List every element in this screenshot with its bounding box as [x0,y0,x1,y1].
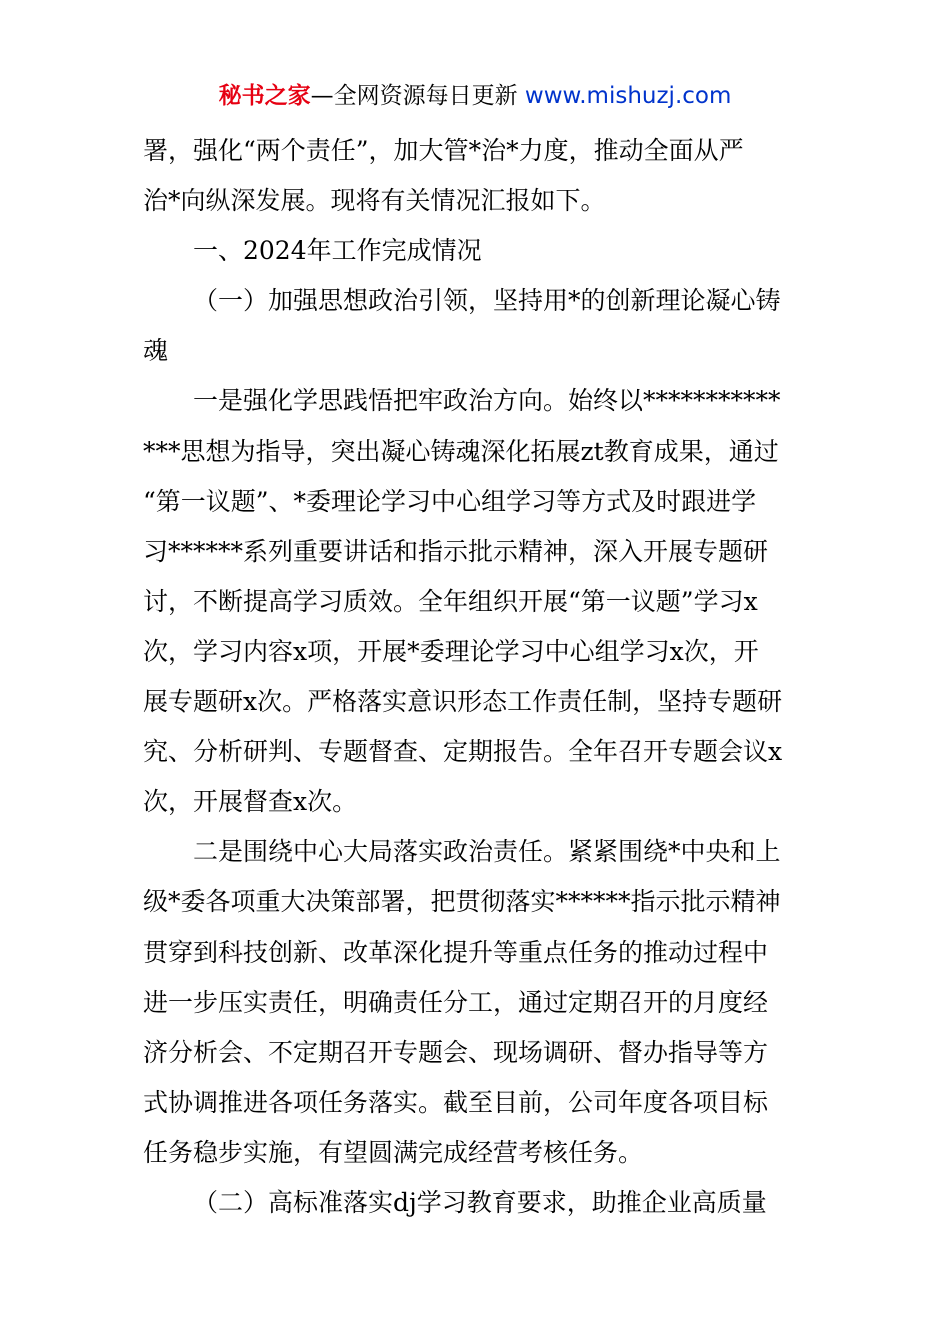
body-line: 级*委各项重大决策部署，把贯彻落实******指示批示精神 [143,887,781,917]
body-line: 贯穿到科技创新、改革深化提升等重点任务的推动过程中 [143,937,769,967]
body-line: 式协调推进各项任务落实。截至目前，公司年度各项目标 [143,1087,769,1117]
body-line: 讨，不断提高学习质效。全年组织开展“第一议题”学习x [143,586,758,616]
paragraph-start: 一是强化学思践悟把牢政治方向。始终以*********** [193,386,781,416]
body-line: 济分析会、不定期召开专题会、现场调研、督办指导等方 [143,1037,769,1067]
body-line: 治*向纵深发展。现将有关情况汇报如下。 [143,186,606,216]
paragraph-start: 二是围绕中心大局落实政治责任。紧紧围绕*中央和上 [193,837,781,867]
section-heading: 一、2024年工作完成情况 [193,236,482,266]
body-line: ***思想为指导，突出凝心铸魂深化拓展zt教育成果，通过 [143,436,779,466]
site-header [0,80,950,112]
site-brand: 秘书之家 [218,83,311,109]
body-line: 次，开展督查x次。 [143,787,358,817]
body-line: 次，学习内容x项，开展*委理论学习中心组学习x次，开 [143,636,759,666]
body-line: 习******系列重要讲话和指示批示精神，深入开展专题研 [143,536,769,566]
subsection-heading-cont: 魂 [143,336,169,366]
body-line: 署，强化“两个责任”，加大管*治*力度，推动全面从严 [143,136,744,165]
body-line: 展专题研x次。严格落实意识形态工作责任制，坚持专题研 [143,687,783,717]
body-line: 任务稳步实施，有望圆满完成经营考核任务。 [143,1137,644,1167]
body-line: 究、分析研判、专题督查、定期报告。全年召开专题会议x [143,737,783,767]
site-tagline: —全网资源每日更新 [310,83,525,109]
site-url[interactable]: www.mishuzj.com [524,83,732,109]
body-line: “第一议题”、*委理论学习中心组学习等方式及时跟进学 [143,486,757,516]
body-line: 进一步压实责任，明确责任分工，通过定期召开的月度经 [143,987,769,1017]
subsection-heading: （二）高标准落实dj学习教育要求，助推企业高质量 [193,1187,767,1217]
subsection-heading: （一）加强思想政治引领，坚持用*的创新理论凝心铸 [193,286,781,316]
document-body [143,126,811,1228]
